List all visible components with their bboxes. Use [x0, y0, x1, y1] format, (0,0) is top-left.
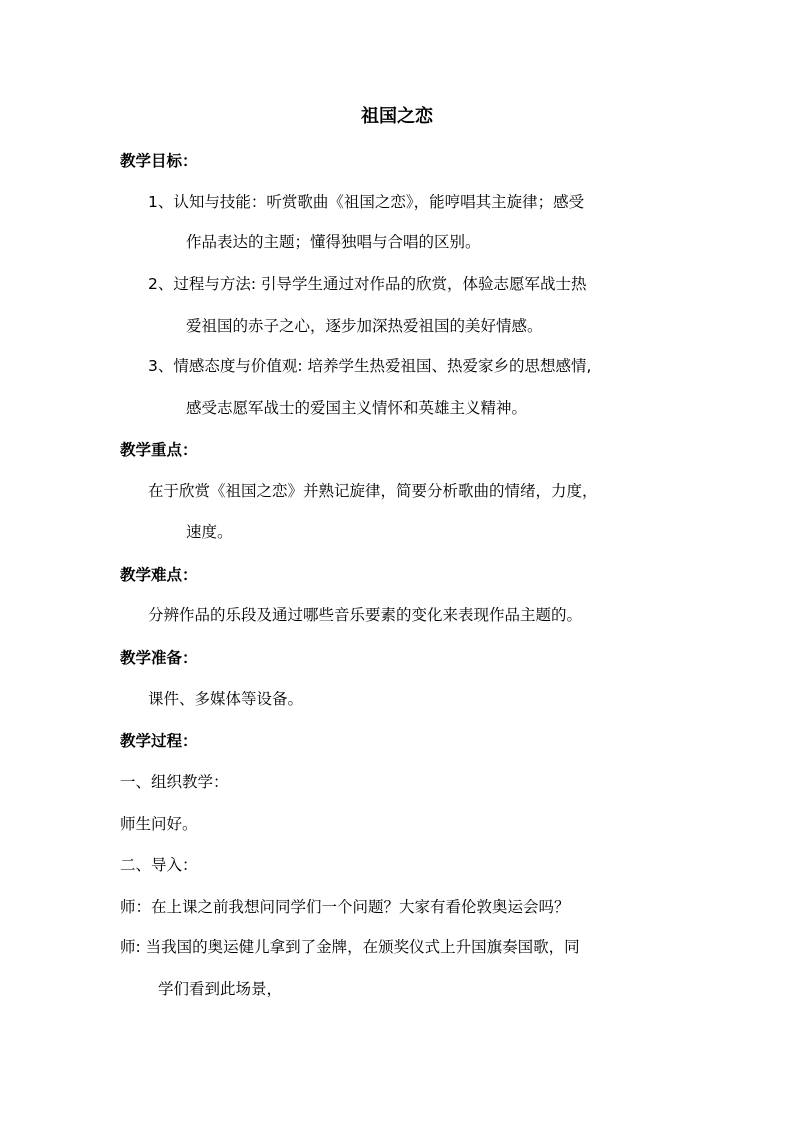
focus-heading: 教学重点：: [120, 441, 198, 459]
process-dialog-2-line-1: 师: 当我国的奥运健儿拿到了金牌，在颁奖仪式上升国旗奏国歌，同: [120, 938, 580, 956]
process-step-2: 二、导入：: [120, 856, 198, 874]
process-dialog-1: 师：在上课之前我想问同学们一个问题？大家有看伦敦奥运会吗？: [120, 898, 570, 916]
goal-item-2-line-1: 2、过程与方法: 引导学生通过对作品的欣赏，体验志愿军战士热: [148, 275, 587, 293]
preparation-line-1: 课件、多媒体等设备。: [148, 690, 304, 708]
focus-line-2: 速度。: [186, 523, 233, 541]
process-step-1: 一、组织教学：: [120, 773, 229, 791]
goals-heading: 教学目标：: [120, 152, 198, 170]
goal-item-1-line-1: 1、认知与技能：听赏歌曲《祖国之恋》，能哼唱其主旋律；感受: [148, 193, 585, 211]
process-step-1-text: 师生问好。: [120, 815, 198, 833]
goal-item-3-line-1: 3、情感态度与价值观: 培养学生热爱祖国、热爱家乡的思想感情,: [148, 357, 592, 375]
goal-item-1-line-2: 作品表达的主题；懂得独唱与合唱的区别。: [186, 233, 481, 251]
page-title: 祖国之恋: [361, 106, 433, 127]
process-dialog-2-line-2: 学们看到此场景，: [158, 980, 283, 998]
goal-item-2-line-2: 爱祖国的赤子之心，逐步加深热爱祖国的美好情感。: [186, 317, 543, 335]
preparation-heading: 教学准备：: [120, 649, 198, 667]
difficulty-heading: 教学难点：: [120, 566, 198, 584]
process-heading: 教学过程：: [120, 732, 198, 750]
goal-item-3-line-2: 感受志愿军战士的爱国主义情怀和英雄主义精神。: [186, 399, 528, 417]
difficulty-line-1: 分辨作品的乐段及通过哪些音乐要素的变化来表现作品主题的。: [148, 606, 583, 624]
focus-line-1: 在于欣赏《祖国之恋》并熟记旋律，简要分析歌曲的情绪，力度，: [148, 482, 598, 500]
